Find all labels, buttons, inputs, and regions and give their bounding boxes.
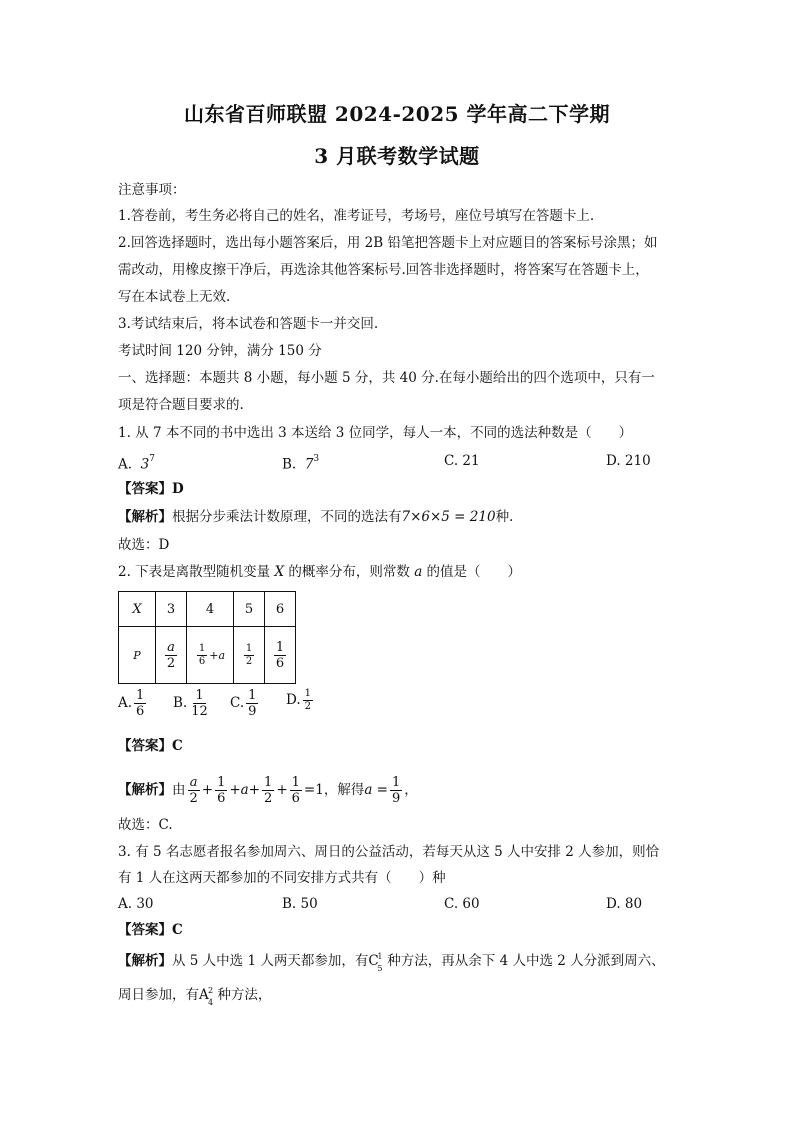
combination-symbol: C 1 5 <box>368 952 383 973</box>
q2-option-d: D. $\frac{1}{2}$ <box>286 688 312 712</box>
q3-option-d: D. 80 <box>606 896 643 912</box>
q3-stem-line2: 有 1 人在这两天都参加的不同安排方式共有（ ）种 <box>118 870 446 886</box>
page-subtitle: 3 月联考数学试题 <box>314 144 480 168</box>
notice-item-3: 3.考试结束后，将本试卷和答题卡一并交回. <box>118 316 379 332</box>
table-cell: 5 <box>234 592 265 627</box>
q3-option-a: A. 30 <box>118 896 154 912</box>
notice-item-2b: 需改动，用橡皮擦干净后，再选涂其他答案标号.回答非选择题时，将答案写在答题卡上， <box>118 262 649 278</box>
q1-conclusion: 故选：D <box>118 537 170 553</box>
q2-option-a: A. $\frac{1}{6}$ <box>118 688 145 719</box>
table-cell: X <box>119 592 156 627</box>
table-cell: $\frac{1}{6}$ <box>265 627 296 684</box>
q2-answer: 【答案】C <box>118 738 183 754</box>
q3-option-b: B. 50 <box>282 896 318 912</box>
notice-heading: 注意事项： <box>118 182 186 198</box>
table-cell: $\frac{1}{2}$ <box>234 627 265 684</box>
q2-stem: 2. 下表是离散型随机变量 X 的概率分布，则常数 a 的值是（ ） <box>118 564 522 580</box>
table-cell: $\frac{a}{2}$ <box>156 627 187 684</box>
permutation-symbol: A 2 4 <box>199 986 214 1007</box>
table-cell: 4 <box>187 592 234 627</box>
table-cell: P <box>119 627 156 684</box>
q1-analysis: 【解析】根据分步乘法计数原理，不同的选法有7×6×5 = 210种. <box>118 509 514 525</box>
q3-analysis-line2: 周日参加，有A 2 4 种方法， <box>118 986 272 1007</box>
table-cell: 6 <box>265 592 296 627</box>
q3-answer: 【答案】C <box>118 922 183 938</box>
q1-option-c: C. 21 <box>444 453 480 469</box>
q3-option-c: C. 60 <box>444 896 480 912</box>
q1-option-b: B. $7^3$ <box>282 454 320 473</box>
notice-item-2a: 2.回答选择题时，选出每小题答案后，用 2B 铅笔把答题卡上对应题目的答案标号涂黑；如 <box>118 235 658 251</box>
probability-table <box>118 591 296 684</box>
q2-analysis: 【解析】由 $\frac{a}{2}$ + $\frac{1}{6}$ +a+ $\frac{1}{2}$ + $\frac{1}{6}$ =1，解得a = $\frac{1}{9}$ ， <box>118 775 418 806</box>
q3-stem-line1: 3. 有 5 名志愿者报名参加周六、周日的公益活动，若每天从这 5 人中安排 2 人参加，则恰 <box>118 844 660 860</box>
notice-item-1: 1.答卷前，考生务必将自己的姓名，准考证号，考场号，座位号填写在答题卡上. <box>118 208 595 224</box>
notice-item-2c: 写在本试卷上无效. <box>118 289 231 305</box>
exam-time: 考试时间 120 分钟，满分 150 分 <box>118 343 322 359</box>
q2-conclusion: 故选：C. <box>118 817 173 833</box>
page-title: 山东省百师联盟 2024-2025 学年高二下学期 <box>183 102 611 126</box>
q2-option-b: B. $\frac{1}{12}$ <box>173 688 208 719</box>
q1-option-a: A. $3^7$ <box>118 454 155 473</box>
table-cell: $\frac{1}{6}$ +a <box>187 627 234 684</box>
section-heading-line2: 项是符合题目要求的. <box>118 397 244 413</box>
table-row <box>119 627 296 684</box>
section-heading-line1: 一、选择题：本题共 8 小题，每小题 5 分，共 40 分.在每小题给出的四个选项中，只有一 <box>118 370 655 386</box>
q1-stem: 1. 从 7 本不同的书中选出 3 本送给 3 位同学，每人一本，不同的选法种数是（ ） <box>118 425 633 441</box>
q1-answer: 【答案】D <box>118 481 184 497</box>
table-cell: 3 <box>156 592 187 627</box>
q2-option-c: C. $\frac{1}{9}$ <box>230 688 257 719</box>
table-row <box>119 592 296 627</box>
q3-analysis-line1: 【解析】从 5 人中选 1 人两天都参加，有C 1 5 种方法，再从余下 4 人中选 2 人分派到周六、 <box>118 952 665 973</box>
q1-option-d: D. 210 <box>606 453 651 469</box>
